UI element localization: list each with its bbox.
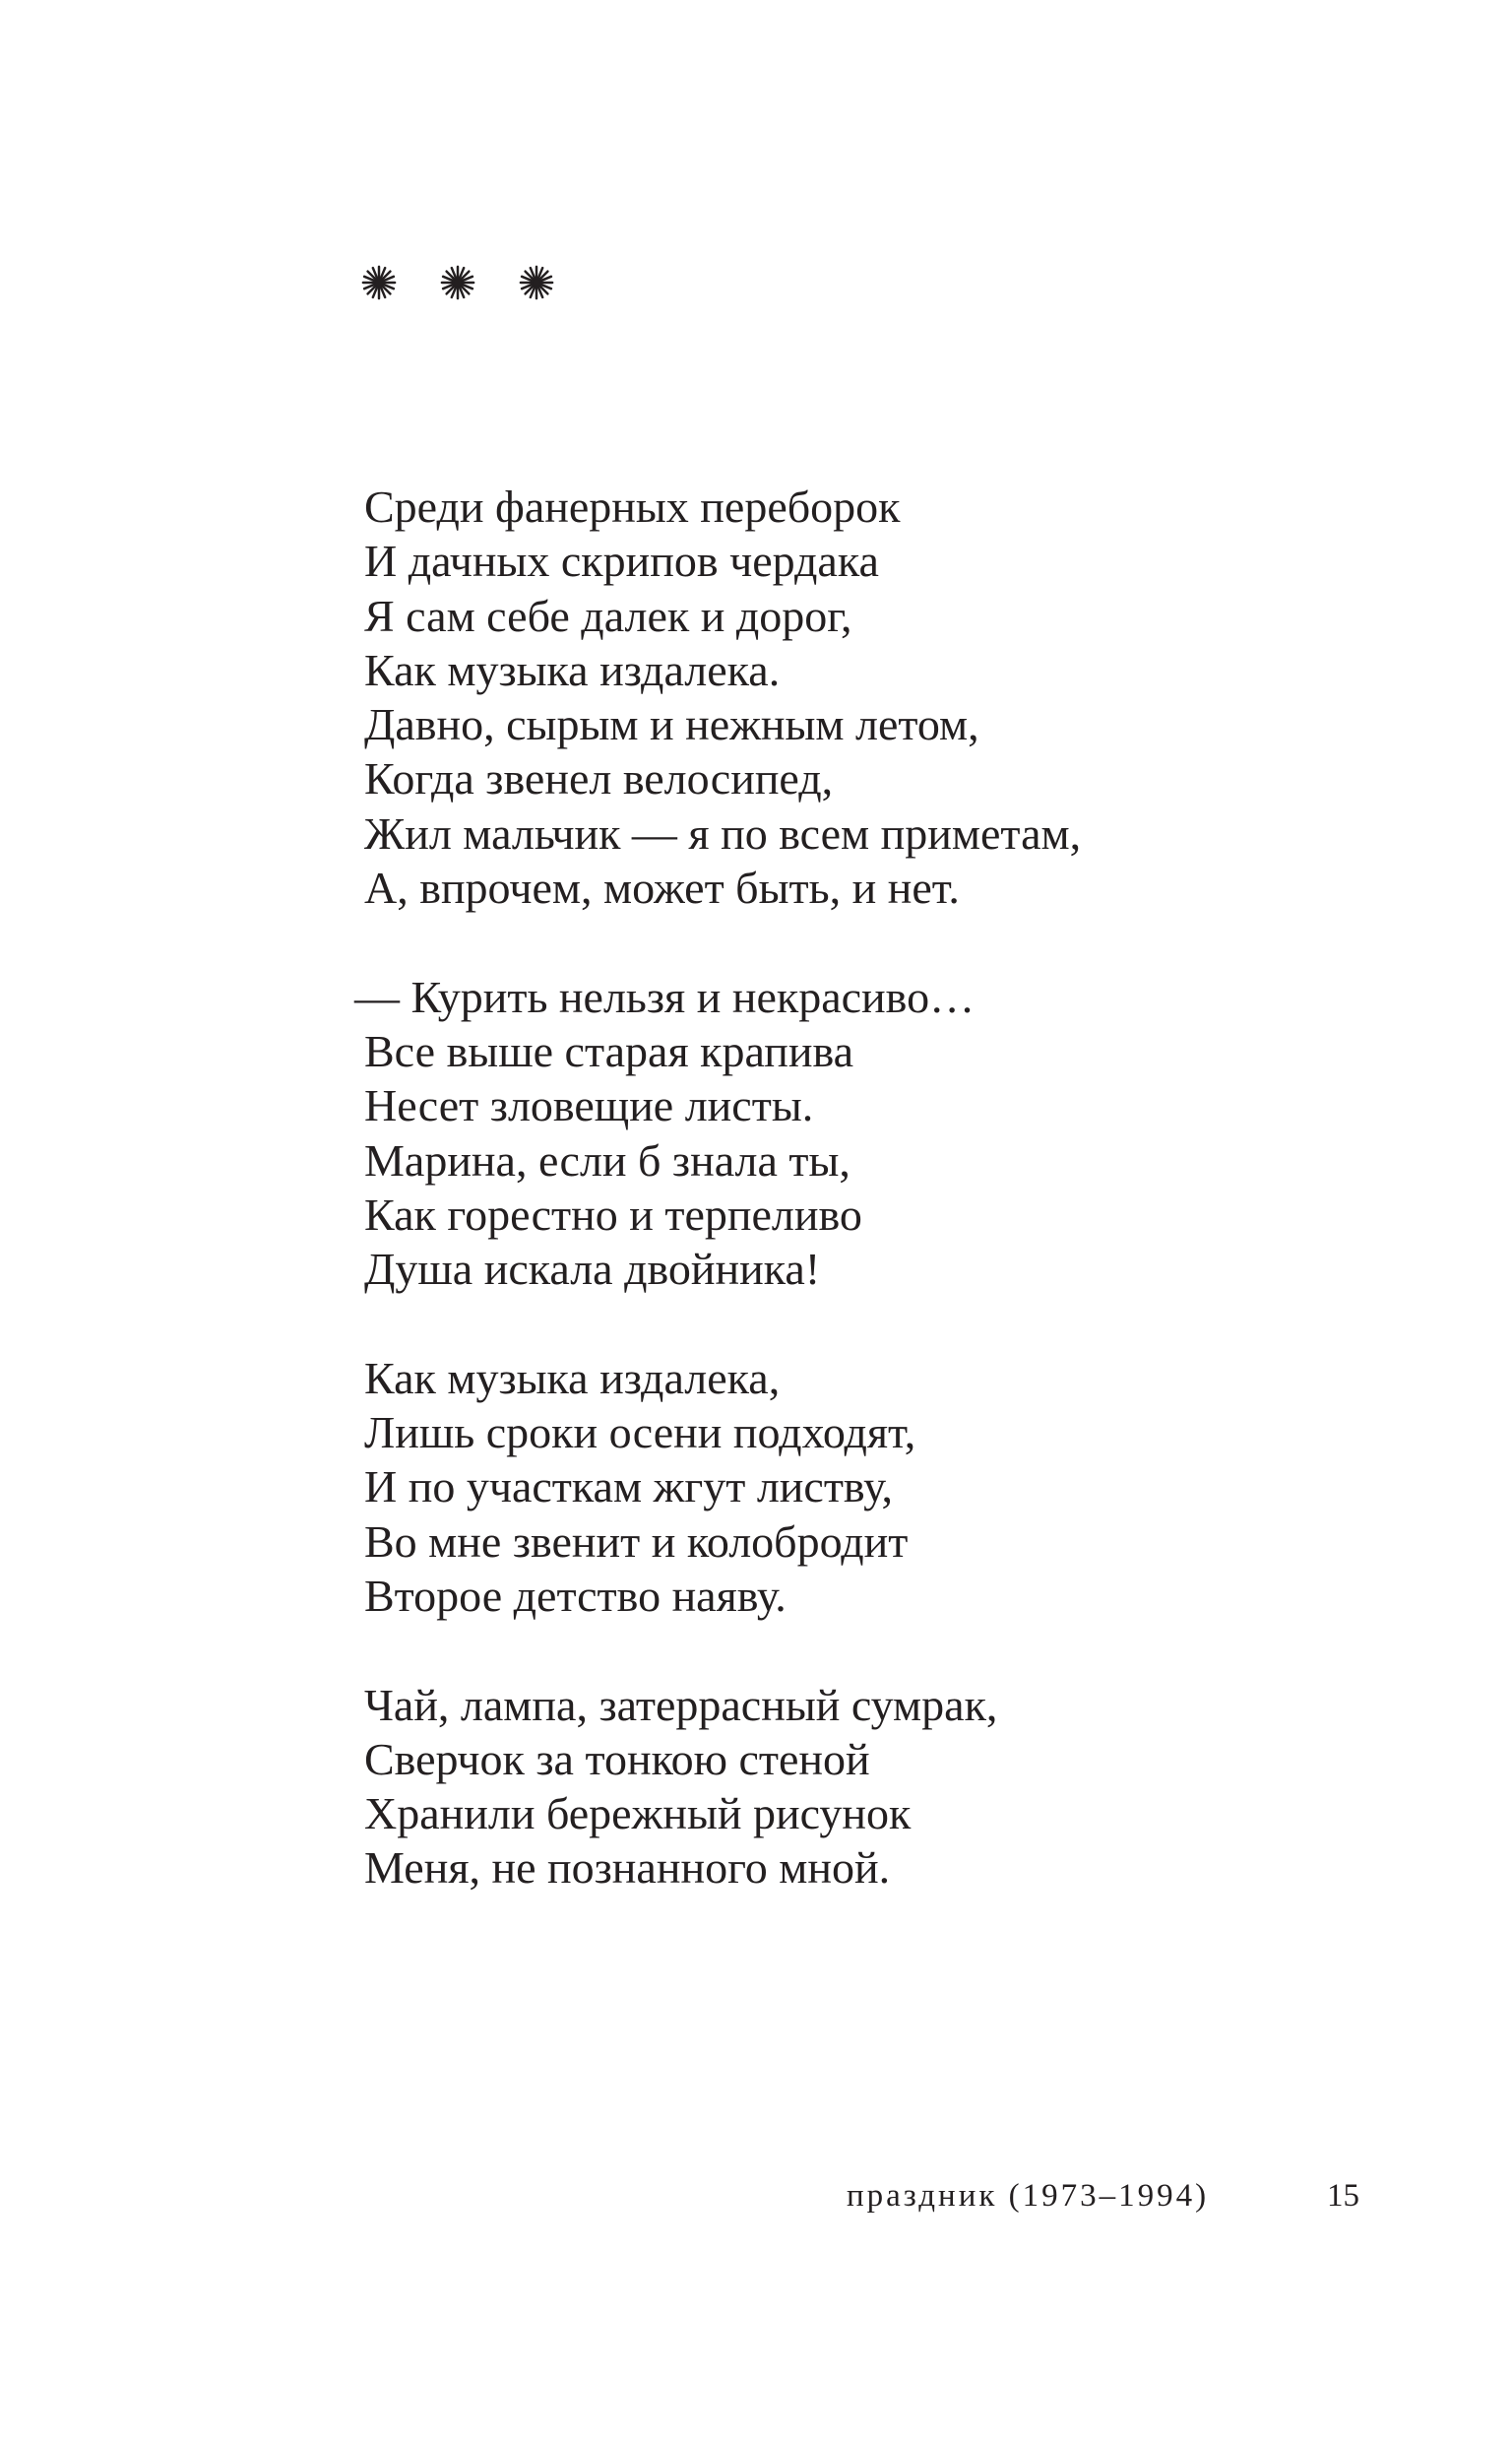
poem-line: Хранили бережный рисунок	[364, 1788, 912, 1839]
poem-line: Все выше старая крапива	[364, 1025, 854, 1076]
asterism-starburst-icon	[360, 264, 398, 301]
poem-line: Как горестно и терпеливо	[364, 1189, 862, 1240]
asterism-starburst-icon	[439, 264, 476, 301]
poem-line: Меня, не познанного мной.	[364, 1842, 891, 1894]
poem-line: Среди фанерных переборок	[364, 482, 901, 532]
poem-line: Второе детство наяву.	[364, 1570, 787, 1621]
poem-body	[354, 480, 1349, 1896]
poem-line: И дачных скрипов чердака	[364, 536, 879, 587]
running-title: праздник (1973–1994)	[847, 2178, 1210, 2214]
asterism-starburst-icon	[518, 264, 555, 301]
poem-line: Несет зловещие листы.	[364, 1080, 814, 1131]
stanza	[364, 1678, 1349, 1896]
poem-line: Когда звенел велосипед,	[364, 753, 834, 804]
poem-line: Марина, если б знала ты,	[364, 1134, 850, 1186]
poem-line: — Курить нельзя и некрасиво…	[354, 971, 976, 1022]
page-number: 15	[1327, 2178, 1359, 2214]
poem-line: Жил мальчик — я по всем приметам,	[364, 807, 1082, 859]
poem-line: И по участкам жгут листву,	[364, 1461, 893, 1512]
stanza	[354, 970, 1349, 1297]
poem-line: Во мне звенит и колобродит	[364, 1515, 909, 1567]
stanza	[364, 480, 1349, 915]
poem-line: Давно, сырым и нежным летом,	[364, 699, 979, 750]
stanza	[364, 1351, 1349, 1623]
poem-line: Лишь сроки осени подходят,	[364, 1407, 916, 1458]
section-ornament	[360, 264, 555, 301]
poem-line: Я сам себе далек и дорог,	[364, 590, 852, 641]
poem-line: Сверчок за тонкою стеной	[364, 1733, 870, 1784]
poem-line: А, впрочем, может быть, и нет.	[364, 863, 960, 914]
poem-line: Как музыка издалека,	[364, 1352, 781, 1403]
poem-line: Как музыка издалека.	[364, 644, 781, 695]
poem-line: Чай, лампа, затеррасный сумрак,	[364, 1679, 998, 1730]
poem-line: Душа искала двойника!	[364, 1244, 821, 1295]
